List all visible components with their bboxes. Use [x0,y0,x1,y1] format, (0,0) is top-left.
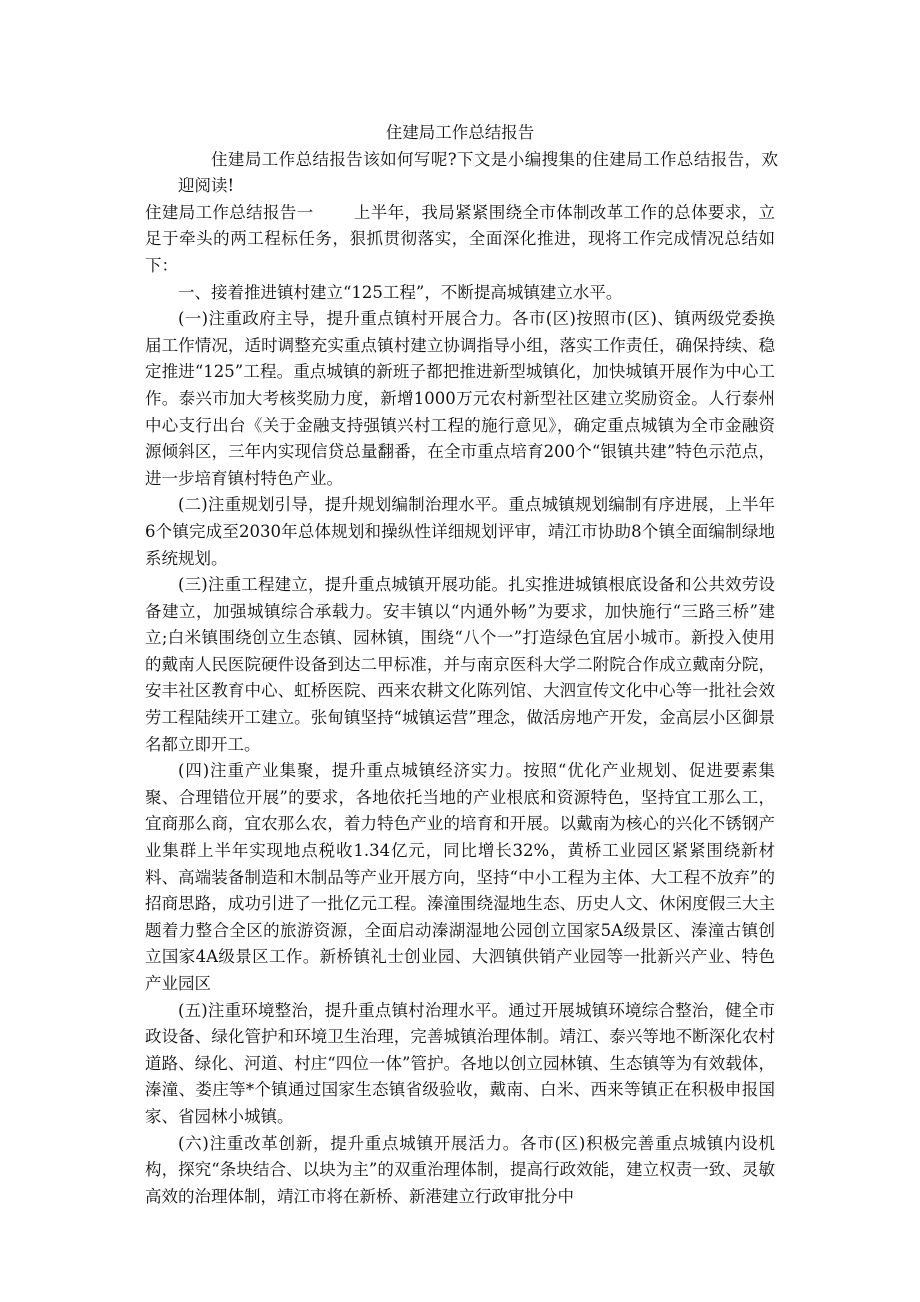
body-paragraph-1: (一)注重政府主导，提升重点镇村开展合力。各市(区)按照市(区)、镇两级党委换届工作情况，适时调整充实重点镇村建立协调指导小组，落实工作责任，确保持续、稳定推进“125”工程。重点城镇的新班子都把推进新型城镇化，加快城镇开展作为中心工作。泰兴市加大考核奖励力度，新增1000万元农村新型社区建立奖励资金。人行泰州中心支行出台《关于金融支持强镇兴村工程的施行意见》，确定重点城镇为全市金融资源倾斜区，三年内实现信贷总量翻番，在全市重点培育200个“银镇共建”特色示范点，进一步培育镇村特色产业。 [145,309,775,488]
report-label: 住建局工作总结报告一 [145,202,314,222]
report-opening-paragraph [145,200,775,280]
body-paragraph-6: (六)注重改革创新，提升重点城镇开展活力。各市(区)积极完善重点城镇内设机构，探究“条块结合、以块为主”的双重治理体制，提高行政效能，建立权责一致、灵敏高效的治理体制，靖江市将在新桥、新港建立行政审批分中 [145,1133,775,1206]
opening-text: 上半年，我局紧紧围绕全市体制改革工作的总体要求，立足于牵头的两工程标任务，狠抓贯彻落实，全面深化推进，现将工作完成情况总结如下： [145,202,776,275]
document-title: 住建局工作总结报告 [385,123,535,142]
document-page [145,120,778,1210]
body-paragraph-3: (三)注重工程建立，提升重点城镇开展功能。扎实推进城镇根底设备和公共效劳设备建立，加强城镇综合承载力。安丰镇以“内通外畅”为要求，加快施行“三路三桥”建立;白米镇围绕创立生态镇、园林镇，围绕“八个一”打造绿色宜居小城市。新投入使用的戴南人民医院硬件设备到达二甲标准，并与南京医科大学二附院合作成立戴南分院，安丰社区教育中心、虹桥医院、西来农耕文化陈列馆、大泗宣传文化中心等一批社会效劳工程陆续开工建立。张甸镇坚持“城镇运营”理念，做活房地产开发，金高层小区御景名都立即开工。 [145,575,775,754]
section-1-heading: 一、接着推进镇村建立“125工程”，不断提高城镇建立水平。 [178,282,623,302]
body-paragraph-2: (二)注重规划引导，提升规划编制治理水平。重点城镇规划编制有序进展，上半年6个镇完成至2030年总体规划和操纵性详细规划评审，靖江市协助8个镇全面编制绿地系统规划。 [145,495,775,568]
intro-paragraph: 住建局工作总结报告该如何写呢?下文是小编搜集的住建局工作总结报告，欢迎阅读! [178,149,778,196]
body-paragraph-4: (四)注重产业集聚，提升重点城镇经济实力。按照“优化产业规划、促进要素集聚、合理错位开展”的要求，各地依托当地的产业根底和资源特色，坚持宜工那么工，宜商那么商，宜农那么农，着力特色产业的培育和开展。以戴南为核心的兴化不锈钢产业集群上半年实现地点税收1.34亿元，同比增长32%，黄桥工业园区紧紧围绕新材料、高端装备制造和木制品等产业开展方向，坚持“中小工程为主体、大工程不放弃”的招商思路，成功引进了一批亿元工程。溱潼围绕湿地生态、历史人文、休闲度假三大主题着力整合全区的旅游资源，全面启动溱湖湿地公园创立国家5A级景区、溱潼古镇创立国家4A级景区工作。新桥镇礼士创业园、大泗镇供销产业园等一批新兴产业、特色产业园区 [145,761,775,993]
body-paragraph-5: (五)注重环境整治，提升重点镇村治理水平。通过开展城镇环境综合整治，健全市政设备、绿化管护和环境卫生治理，完善城镇治理体制。靖江、泰兴等地不断深化农村道路、绿化、河道、村庄“四位一体”管护。各地以创立园林镇、生态镇等为有效载体，溱潼、娄庄等*个镇通过国家生态镇省级验收，戴南、白米、西来等镇正在积极申报国家、省园林小城镇。 [145,1000,775,1126]
